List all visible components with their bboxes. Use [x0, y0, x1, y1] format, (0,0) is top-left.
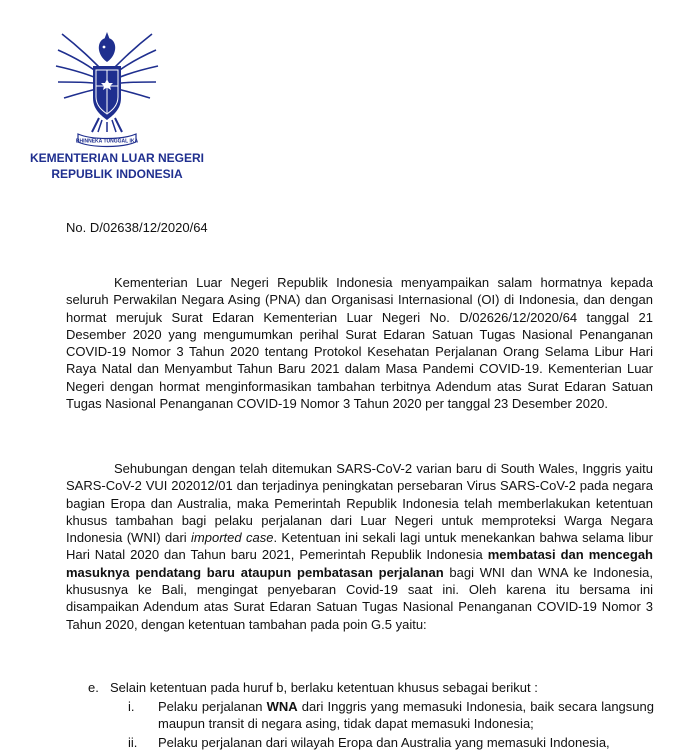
list-item-e-text: Selain ketentuan pada huruf b, berlaku ketentuan khusus sebagai berikut : — [110, 680, 538, 695]
subitem-i-marker: i. — [128, 699, 135, 714]
ministry-heading — [22, 150, 212, 182]
subitem-i-pre: Pelaku perjalanan — [158, 699, 267, 714]
paragraph-2-part1: Sehubungan dengan telah ditemukan SARS-CoV-2 varian baru di South Wales, Inggris yaitu SARS-CoV-2 VUI 202012/01 dan terjadinya peningkatan persebaran Virus SARS-CoV-2 pada negara bagian Eropa dan Australia, maka Pemerintah Republik Indonesia telah memberlakukan ketentuan khusus tambahan bagi pelaku perjalanan dari Luar Negeri untuk memproteksi Warga Negara Indonesia (WNI) dari — [66, 461, 653, 546]
ministry-country: REPUBLIK INDONESIA — [51, 167, 183, 181]
ministry-name: KEMENTERIAN LUAR NEGERI — [29, 151, 204, 165]
paragraph-2 — [66, 460, 653, 633]
subitem-ii-text: Pelaku perjalanan dari wilayah Eropa dan Australia yang memasuki Indonesia, — [158, 735, 610, 750]
paragraph-2-part2: . Ketentuan ini sekali lagi untuk menekankan bahwa selama libur Hari Natal 2020 dan Tahun baru 2021, Pemerintah Republik Indonesia — [66, 530, 653, 563]
list-item-e — [88, 680, 538, 695]
garuda-emblem-icon — [52, 20, 162, 150]
paragraph-2-part3: bagi WNI dan WNA ke Indonesia, khususnya ke Bali, mengingat penyebaran Covid-19 saat ini. Oleh karena itu bersama ini disampaikan Adendum atas Surat Edaran Satuan Tugas Nasional Penanganan COVID-19 Nomor 3 Tahun 2020, dengan ketentuan tambahan pada poin G.5 yaitu: — [66, 564, 653, 632]
paragraph-2-bold: membatasi dan mencegah masuknya pendatang baru ataupun pembatasan perjalanan — [66, 547, 653, 580]
emblem-motto: BHINNEKA TUNGGAL IKA — [75, 138, 139, 145]
subitem-ii-marker: ii. — [128, 735, 138, 750]
subitem-ii — [128, 734, 654, 751]
subitem-i-post: dari Inggris yang memasuki Indonesia, baik secara langsung maupun transit di negara asing, tidak dapat memasuki Indonesia; — [158, 699, 654, 732]
subitem-i-bold: WNA — [266, 699, 298, 714]
list-marker-e: e. — [88, 680, 99, 695]
document-number: No. D/02638/12/2020/64 — [66, 220, 208, 235]
paragraph-2-italic: imported case — [191, 530, 274, 546]
subitem-i — [128, 698, 654, 733]
paragraph-1-text: Kementerian Luar Negeri Republik Indonesia menyampaikan salam hormatnya kepada seluruh Perwakilan Negara Asing (PNA) dan Organisasi Internasional (OI) di Indonesia, dan dengan hormat merujuk Surat Edaran Kementerian Luar Negeri No. D/02626/12/2020/64 tanggal 21 Desember 2020 yang mengumumkan perihal Surat Edaran Satuan Tugas Nasional Penanganan COVID-19 Nomor 3 Tahun 2020 tentang Protokol Kesehatan Perjalanan Orang Selama Libur Hari Raya Natal dan Menyambut Tahun Baru 2021 dalam Masa Pandemi COVID-19. Kementerian Luar Negeri dengan hormat menginformasikan tambahan terbitnya Adendum atas Surat Edaran Satuan Tugas Nasional Penanganan COVID-19 Nomor 3 Tahun 2020 per tanggal 23 Desember 2020. — [66, 275, 653, 412]
paragraph-1 — [66, 274, 653, 412]
